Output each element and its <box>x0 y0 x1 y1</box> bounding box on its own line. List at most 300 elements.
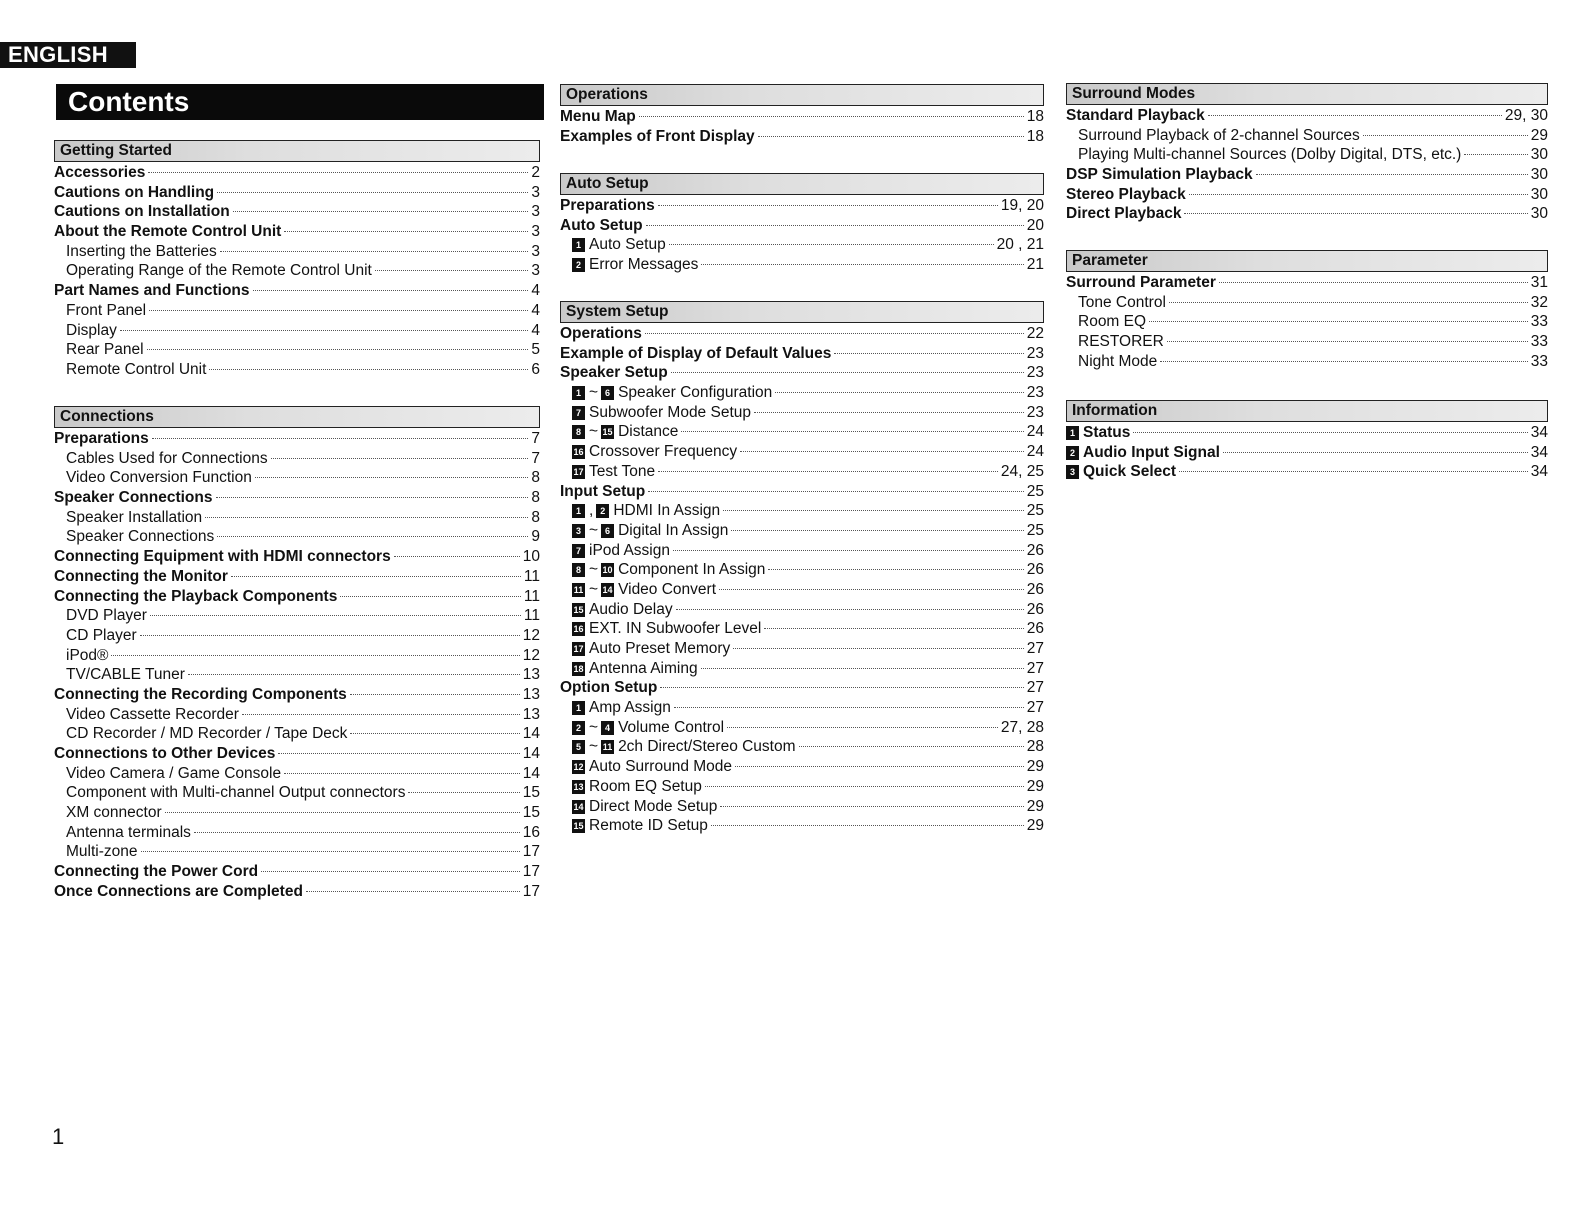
toc-entry[interactable] <box>54 863 540 883</box>
item-number-badge: 3 <box>572 524 585 538</box>
toc-entry-page: 24 <box>1026 443 1044 461</box>
toc-entry[interactable] <box>560 423 1044 443</box>
toc-entry-label <box>66 765 281 783</box>
toc-entry-text: Playing Multi-channel Sources (Dolby Digital, DTS, etc.) <box>1078 146 1462 164</box>
dot-leader <box>284 773 520 774</box>
toc-entry-text: EXT. IN Subwoofer Level <box>589 620 762 638</box>
toc-entry-page: 31 <box>1530 274 1548 291</box>
dot-leader <box>1219 282 1528 283</box>
toc-entry-page: 13 <box>522 705 540 723</box>
toc-entry[interactable] <box>560 128 1044 148</box>
toc-entry-page: 27 <box>1026 679 1044 697</box>
toc-entry-label <box>560 108 636 126</box>
toc-entry[interactable] <box>54 203 540 223</box>
toc-entry-label <box>1078 333 1164 351</box>
toc-entry[interactable] <box>54 607 540 627</box>
toc-entry-page: 2 <box>531 164 540 181</box>
section-heading: Getting Started <box>54 140 540 162</box>
toc-entry-label <box>560 364 668 382</box>
toc-entry-page: 3 <box>531 262 540 280</box>
toc-entry-page: 14 <box>522 745 540 762</box>
range-separator: ~ <box>589 561 599 579</box>
toc-entry[interactable] <box>560 108 1044 128</box>
toc-entry[interactable] <box>560 236 1044 256</box>
toc-entry-page: 26 <box>1026 620 1044 638</box>
toc-entry[interactable] <box>560 256 1044 276</box>
dot-leader <box>233 211 529 212</box>
toc-entry-text: Connecting Equipment with HDMI connectors <box>54 548 391 566</box>
toc-entry[interactable] <box>560 817 1044 837</box>
toc-entry[interactable] <box>560 345 1044 365</box>
item-number-badge: 1 <box>572 504 585 518</box>
item-number-badge: 7 <box>572 406 585 420</box>
dot-leader <box>261 871 520 872</box>
toc-entry[interactable] <box>560 522 1044 542</box>
toc-entry[interactable] <box>54 647 540 667</box>
toc-entry-text: Direct Mode Setup <box>589 797 718 815</box>
item-number-badge: 8 <box>572 425 585 439</box>
toc-entry-text: TV/CABLE Tuner <box>66 666 185 684</box>
toc-entry-text: Remote Control Unit <box>66 360 207 378</box>
toc-entry[interactable] <box>560 502 1044 522</box>
toc-entry[interactable] <box>54 223 540 243</box>
toc-entry[interactable] <box>54 164 540 184</box>
item-number-badge: 8 <box>572 563 585 577</box>
toc-entry[interactable] <box>560 404 1044 424</box>
toc-entry-page: 27 <box>1026 659 1044 677</box>
dot-leader <box>648 491 1024 492</box>
dot-leader <box>723 510 1024 511</box>
toc-entry[interactable] <box>1066 107 1548 127</box>
toc-entry-page: 18 <box>1026 108 1044 125</box>
toc-entry-label <box>572 640 730 658</box>
toc-entry[interactable] <box>54 843 540 863</box>
toc-entry-label <box>572 522 728 540</box>
toc-entry-label <box>572 778 702 796</box>
toc-entry-label <box>1066 186 1186 204</box>
toc-entry[interactable] <box>54 745 540 765</box>
item-number-badge: 11 <box>573 584 584 595</box>
dot-leader <box>1133 432 1527 433</box>
item-number-badge: 1 <box>1066 426 1079 440</box>
toc-entry-text: Surround Playback of 2-channel Sources <box>1078 126 1360 144</box>
dot-leader <box>754 412 1024 413</box>
toc-entry-page: 9 <box>531 528 540 546</box>
toc-entry[interactable] <box>560 719 1044 739</box>
toc-entry-page: 27, 28 <box>1000 718 1044 736</box>
section-heading: Information <box>1066 400 1548 422</box>
toc-entry[interactable] <box>560 660 1044 680</box>
toc-entry-label <box>66 509 202 527</box>
toc-entry-label <box>54 548 391 566</box>
toc-entry[interactable] <box>560 758 1044 778</box>
toc-entry-text: Crossover Frequency <box>589 443 738 461</box>
dot-leader <box>408 792 519 793</box>
dot-leader <box>705 786 1024 787</box>
toc-entry-label <box>66 627 137 645</box>
dot-leader <box>165 812 520 813</box>
range-separator: ~ <box>589 738 599 756</box>
toc-entry-label <box>66 243 217 261</box>
toc-entry-label <box>1066 166 1253 184</box>
section-system-setup <box>560 301 1044 837</box>
toc-entry-text: Video Convert <box>618 580 717 598</box>
toc-entry-label <box>54 203 230 221</box>
toc-entry-label <box>1078 127 1360 145</box>
dot-leader <box>216 497 529 498</box>
toc-entry[interactable] <box>1066 333 1548 353</box>
toc-entry-page: 12 <box>522 646 540 664</box>
section-heading: Connections <box>54 406 540 428</box>
toc-entry-label <box>54 164 145 182</box>
toc-entry-page: 4 <box>531 321 540 339</box>
item-number-badge: 5 <box>572 740 585 754</box>
toc-entry[interactable] <box>54 243 540 263</box>
dot-leader <box>1167 341 1528 342</box>
toc-entry[interactable] <box>1066 146 1548 166</box>
toc-entry-page: 26 <box>1026 580 1044 598</box>
toc-entry-text: Cables Used for Connections <box>66 449 268 467</box>
dot-leader <box>340 596 521 597</box>
toc-entry[interactable] <box>54 804 540 824</box>
toc-entry-text: Antenna Aiming <box>589 659 698 677</box>
toc-entry-text: Component In Assign <box>618 561 766 579</box>
toc-entry-label <box>66 843 138 861</box>
toc-entry-label <box>66 607 147 625</box>
toc-entry-text: Remote ID Setup <box>589 817 708 835</box>
toc-entry[interactable] <box>560 601 1044 621</box>
toc-entry[interactable] <box>54 528 540 548</box>
toc-entry-page: 24, 25 <box>1000 462 1044 480</box>
toc-entry-page: 3 <box>531 203 540 221</box>
toc-entry[interactable] <box>560 581 1044 601</box>
range-separator: ~ <box>589 521 599 539</box>
dot-leader <box>701 264 1023 265</box>
toc-entry-page: 7 <box>531 449 540 467</box>
toc-entry-page: 32 <box>1530 293 1548 311</box>
toc-entry[interactable] <box>54 430 540 450</box>
toc-entry[interactable] <box>1066 444 1548 464</box>
toc-entry[interactable] <box>560 483 1044 503</box>
toc-entry-label <box>54 745 275 763</box>
toc-entry-label <box>560 197 655 215</box>
toc-entry[interactable] <box>54 686 540 706</box>
toc-entry-text: HDMI In Assign <box>613 502 721 520</box>
toc-entry-text: Surround Parameter <box>1066 274 1216 291</box>
item-number-badge: 3 <box>1066 465 1079 479</box>
toc-entry-text: Input Setup <box>560 482 646 500</box>
dot-leader <box>660 687 1023 688</box>
item-number-badge: 12 <box>573 762 584 773</box>
toc-entry-text: Once Connections are Completed <box>54 882 303 900</box>
toc-entry-page: 26 <box>1026 541 1044 559</box>
toc-entry[interactable] <box>54 627 540 647</box>
toc-entry-label <box>54 588 337 606</box>
toc-entry[interactable] <box>54 489 540 509</box>
dot-leader <box>209 369 528 370</box>
toc-entry-text: Room EQ Setup <box>589 777 702 795</box>
dot-leader <box>271 458 529 459</box>
toc-entry[interactable] <box>54 509 540 529</box>
dot-leader <box>731 530 1023 531</box>
toc-entry-label <box>572 719 724 737</box>
toc-entry[interactable] <box>560 542 1044 562</box>
dot-leader <box>253 290 529 291</box>
toc-entry[interactable] <box>54 450 540 470</box>
toc-entry-label <box>66 647 108 665</box>
toc-entry-page: 12 <box>522 626 540 644</box>
toc-entry-text: Front Panel <box>66 301 147 319</box>
toc-entry[interactable] <box>560 798 1044 818</box>
toc-entry-text: Option Setup <box>560 679 658 697</box>
dot-leader <box>278 753 519 754</box>
dot-leader <box>1223 452 1528 453</box>
toc-entry[interactable] <box>560 778 1044 798</box>
toc-entry[interactable] <box>54 666 540 686</box>
toc-entry-page: 29, 30 <box>1504 107 1548 124</box>
dot-leader <box>720 806 1023 807</box>
toc-entry-page: 33 <box>1530 333 1548 351</box>
toc-entry[interactable] <box>54 322 540 342</box>
toc-entry-page: 23 <box>1026 344 1044 362</box>
toc-entry-page: 30 <box>1530 205 1548 223</box>
item-number-badge: 6 <box>601 524 614 538</box>
dot-leader <box>148 172 528 173</box>
toc-entry[interactable] <box>54 282 540 302</box>
toc-entry-label <box>572 817 708 835</box>
toc-entry-page: 17 <box>522 843 540 861</box>
toc-entry[interactable] <box>560 325 1044 345</box>
range-separator: , <box>589 502 594 520</box>
section-connections <box>54 406 540 903</box>
toc-entry-page: 11 <box>523 607 540 625</box>
toc-entry[interactable] <box>560 640 1044 660</box>
toc-entry[interactable] <box>1066 463 1548 483</box>
toc-entry[interactable] <box>54 824 540 844</box>
toc-entry-text: Digital In Assign <box>618 521 729 539</box>
toc-entry-text: Component with Multi-channel Output connectors <box>66 784 406 802</box>
dot-leader <box>1184 213 1527 214</box>
toc-entry[interactable] <box>560 699 1044 719</box>
toc-entry-page: 4 <box>531 282 540 300</box>
toc-entry[interactable] <box>1066 313 1548 333</box>
dot-leader <box>255 477 529 478</box>
toc-entry[interactable] <box>1066 424 1548 444</box>
toc-entry[interactable] <box>54 341 540 361</box>
toc-entry[interactable] <box>54 548 540 568</box>
toc-entry-page: 17 <box>522 863 540 881</box>
dot-leader <box>306 891 520 892</box>
toc-entry[interactable] <box>560 443 1044 463</box>
item-number-badge: 11 <box>602 742 613 753</box>
toc-entry-page: 13 <box>522 666 540 684</box>
range-separator: ~ <box>589 580 599 598</box>
toc-entry-label <box>572 384 772 402</box>
toc-entry[interactable] <box>560 384 1044 404</box>
toc-entry-page: 33 <box>1530 352 1548 370</box>
toc-entry-page: 20 , 21 <box>996 236 1044 254</box>
toc-entry-label <box>572 423 678 441</box>
toc-entry-label <box>66 302 146 320</box>
toc-entry-label <box>1078 146 1461 164</box>
toc-entry-text: Speaker Installation <box>66 508 203 526</box>
dot-leader <box>150 615 521 616</box>
toc-entry-page: 11 <box>523 567 540 585</box>
toc-entry[interactable] <box>54 361 540 381</box>
dot-leader <box>727 727 998 728</box>
toc-entry-label <box>572 236 666 254</box>
item-number-badge: 18 <box>573 663 584 674</box>
toc-entry-text: Connecting the Power Cord <box>54 863 259 881</box>
dot-leader <box>217 192 528 193</box>
toc-entry-label <box>560 217 643 235</box>
item-number-badge: 15 <box>602 427 613 438</box>
section-heading: Operations <box>560 84 1044 106</box>
range-separator: ~ <box>589 718 599 736</box>
toc-entry-text: Distance <box>618 423 679 441</box>
dot-leader <box>676 609 1024 610</box>
toc-entry[interactable] <box>560 197 1044 217</box>
toc-entry-text: Menu Map <box>560 108 636 125</box>
dot-leader <box>220 251 529 252</box>
toc-entry-label <box>1066 444 1220 462</box>
toc-entry[interactable] <box>54 725 540 745</box>
toc-entry[interactable] <box>1066 205 1548 225</box>
toc-entry-page: 24 <box>1026 423 1044 441</box>
dot-leader <box>758 136 1024 137</box>
dot-leader <box>735 766 1024 767</box>
toc-entry[interactable] <box>54 568 540 588</box>
item-number-badge: 10 <box>602 565 613 576</box>
toc-entry[interactable] <box>54 262 540 282</box>
dot-leader <box>194 832 520 833</box>
toc-entry-text: Preparations <box>54 430 149 447</box>
toc-entry-text: Operations <box>560 325 642 342</box>
toc-entry-page: 5 <box>531 341 540 359</box>
toc-entry-text: Speaker Connections <box>54 489 213 507</box>
dot-leader <box>1169 302 1528 303</box>
item-number-badge: 1 <box>572 701 585 715</box>
dot-leader <box>799 746 1024 747</box>
toc-entry-page: 15 <box>522 784 540 802</box>
toc-entry-page: 3 <box>531 183 540 201</box>
toc-entry[interactable] <box>54 302 540 322</box>
toc-entry[interactable] <box>54 784 540 804</box>
toc-entry-label <box>572 256 698 274</box>
toc-entry-page: 34 <box>1530 443 1548 461</box>
toc-entry-text: CD Recorder / MD Recorder / Tape Deck <box>66 725 348 743</box>
dot-leader <box>733 648 1023 649</box>
toc-entry-label <box>572 463 655 481</box>
toc-entry-text: Auto Surround Mode <box>589 758 733 776</box>
toc-entry-label <box>66 784 405 802</box>
toc-entry-text: Examples of Front Display <box>560 127 755 145</box>
range-separator: ~ <box>589 384 599 402</box>
toc-entry-label <box>572 404 751 422</box>
page-number: 1 <box>52 1124 65 1149</box>
toc-entry[interactable] <box>1066 166 1548 186</box>
toc-entry-text: Operating Range of the Remote Control Unit <box>66 262 372 280</box>
toc-entry[interactable] <box>1066 294 1548 314</box>
toc-entry[interactable] <box>54 469 540 489</box>
toc-entry[interactable] <box>54 184 540 204</box>
dot-leader <box>764 628 1023 629</box>
toc-entry-text: Connecting the Recording Components <box>54 685 347 703</box>
dot-leader <box>658 471 998 472</box>
toc-entry-text: Auto Setup <box>560 216 643 234</box>
toc-entry-label <box>66 725 347 743</box>
toc-entry[interactable] <box>1066 353 1548 373</box>
toc-entry[interactable] <box>560 738 1044 758</box>
toc-entry-label <box>572 542 670 560</box>
dot-leader <box>147 349 529 350</box>
toc-entry-label <box>66 361 206 379</box>
toc-entry-page: 3 <box>531 242 540 260</box>
toc-entry-text: iPod Assign <box>589 541 670 559</box>
toc-entry-label <box>572 660 698 678</box>
toc-entry-label <box>1078 313 1146 331</box>
dot-leader <box>350 733 519 734</box>
toc-entry-label <box>66 706 239 724</box>
dot-leader <box>141 851 520 852</box>
toc-entry-label <box>66 824 191 842</box>
toc-entry-label <box>54 489 213 507</box>
toc-entry-page: 28 <box>1026 738 1044 756</box>
toc-entry-text: Night Mode <box>1078 352 1158 370</box>
toc-entry-text: Connections to Other Devices <box>54 745 276 762</box>
toc-entry-text: Volume Control <box>618 718 725 736</box>
toc-entry-text: Audio Input Signal <box>1083 443 1220 461</box>
toc-entry-label <box>54 282 250 300</box>
toc-entry[interactable] <box>1066 274 1548 294</box>
item-number-badge: 4 <box>601 721 614 735</box>
dot-leader <box>149 310 528 311</box>
toc-entry-page: 26 <box>1026 561 1044 579</box>
toc-entry[interactable] <box>560 561 1044 581</box>
toc-entry[interactable] <box>1066 127 1548 147</box>
toc-entry-page: 21 <box>1026 256 1044 274</box>
toc-entry[interactable] <box>1066 186 1548 206</box>
toc-entry-page: 23 <box>1026 384 1044 402</box>
toc-entry-page: 29 <box>1026 777 1044 795</box>
toc-entry[interactable] <box>560 679 1044 699</box>
dot-leader <box>645 333 1024 334</box>
dot-leader <box>646 225 1024 226</box>
toc-entry[interactable] <box>560 463 1044 483</box>
toc-entry-text: DSP Simulation Playback <box>1066 166 1253 184</box>
toc-entry-page: 16 <box>522 823 540 841</box>
toc-entry-page: 22 <box>1026 325 1044 342</box>
dot-leader <box>284 231 528 232</box>
toc-entry[interactable] <box>560 620 1044 640</box>
toc-entry-page: 14 <box>522 764 540 782</box>
dot-leader <box>350 694 520 695</box>
toc-entry[interactable] <box>560 364 1044 384</box>
toc-entry[interactable] <box>54 883 540 903</box>
toc-entry[interactable] <box>54 765 540 785</box>
toc-entry-page: 4 <box>531 301 540 319</box>
item-number-badge: 6 <box>601 386 614 400</box>
dot-leader <box>120 330 529 331</box>
toc-entry[interactable] <box>560 217 1044 237</box>
toc-entry-label <box>54 883 303 901</box>
toc-entry-text: Video Camera / Game Console <box>66 764 282 782</box>
dot-leader <box>140 635 520 636</box>
dot-leader <box>188 674 520 675</box>
toc-entry[interactable] <box>54 706 540 726</box>
section-heading: Auto Setup <box>560 173 1044 195</box>
toc-entry[interactable] <box>54 588 540 608</box>
